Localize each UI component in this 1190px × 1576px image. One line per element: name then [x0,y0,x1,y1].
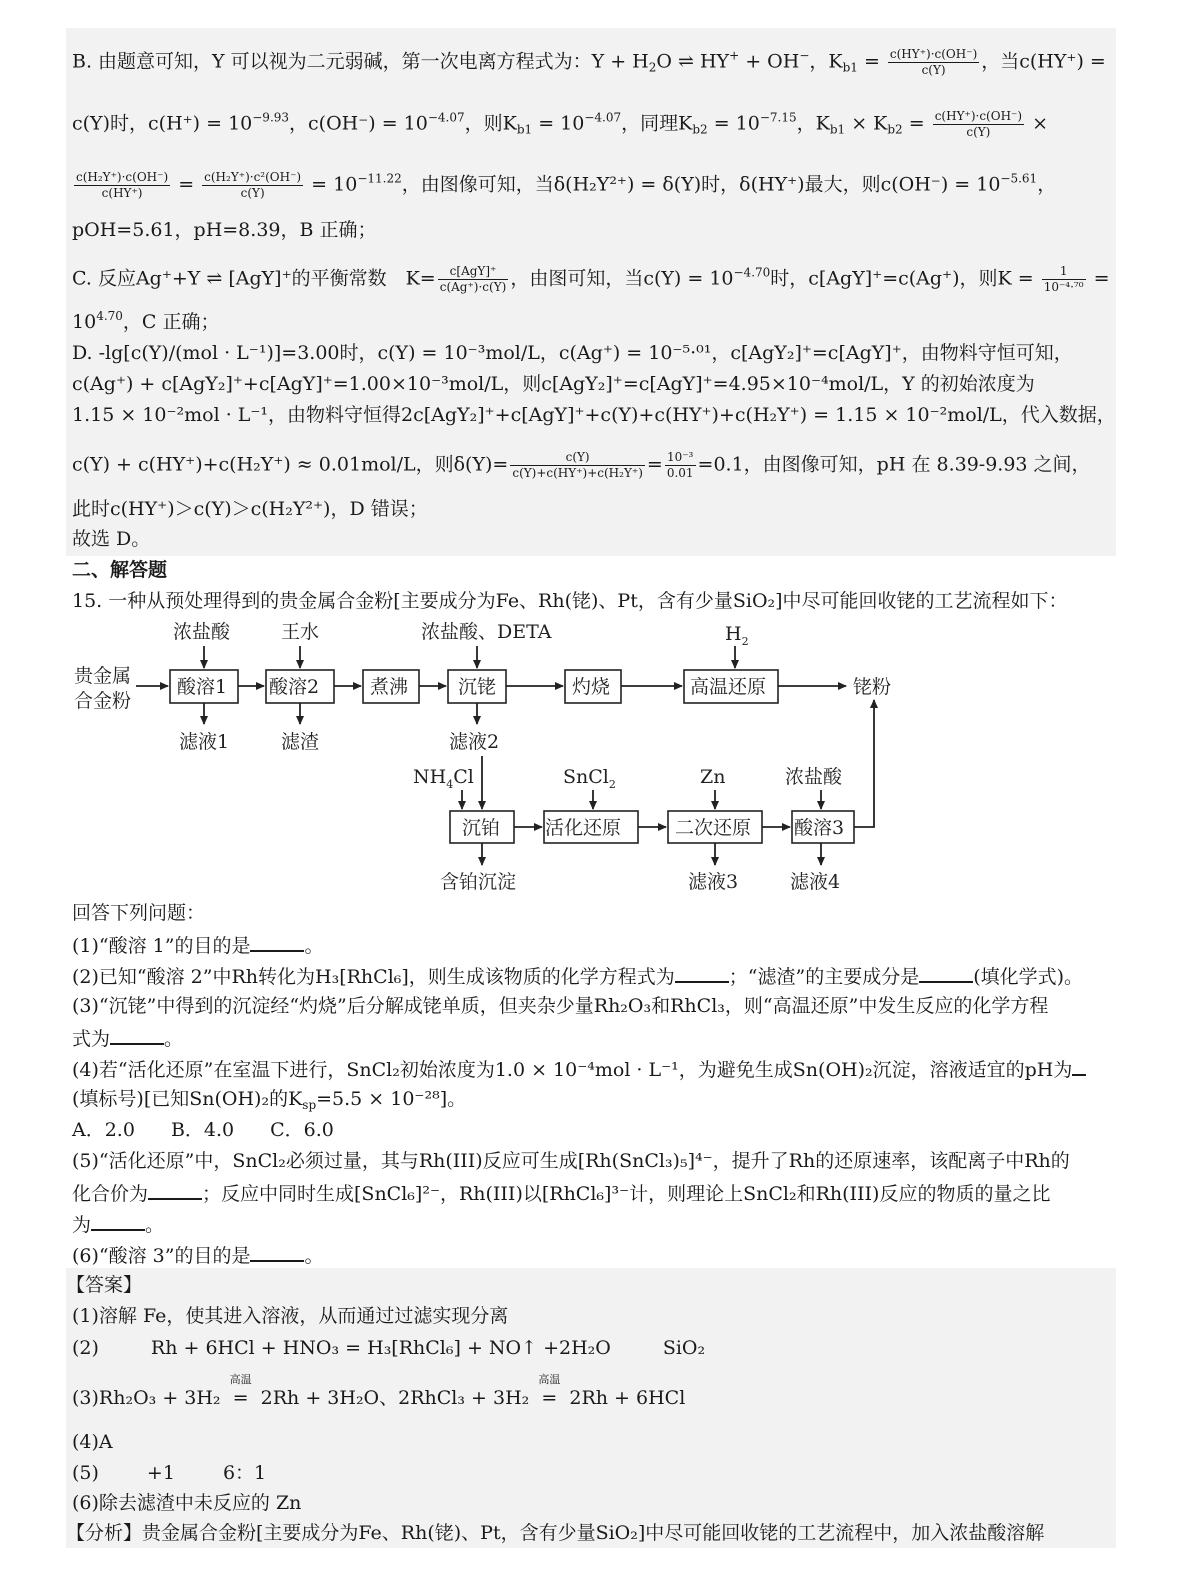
reagent-label-nh4cl: $NH_4Cl$ [413,766,474,791]
box-label: 二次还原 [675,817,752,839]
reagent-label-sncl2: SnCl$_2$ [563,766,616,791]
question-3: (3)“沉铑”中得到的沉淀经“灼烧”后分解成铑单质，但夹杂少量Rh₂O₃和RhCl₃，则“高温还原”中发生反应的化学方程 [72,995,1049,1017]
output-label: 含铂沉淀 [440,871,517,893]
answer-blank[interactable] [250,1242,304,1262]
reagent-label: 浓盐酸 [785,766,843,788]
flow-return-arrow [854,700,874,827]
flow-input-line1: 贵金属 [74,665,132,687]
analysis-intro: 【分析】贵金属合金粉[主要成分为Fe、Rh(铑)、Pt，含有少量SiO₂]中尽可能回收铑的工艺流程中，加入浓盐酸溶解 [66,1522,1045,1544]
output-label: 滤渣 [281,731,320,753]
kb1-fraction: $\frac{c(HY^+)\cdot c(OH^-)}{c(Y)}$ [889,47,978,77]
box-label: 煮沸 [370,676,409,698]
box-label: 酸溶2 [269,676,320,698]
output-label: 滤液4 [790,871,841,893]
output-label: 滤液1 [179,731,230,753]
question-2: (2)已知“酸溶 2”中Rh转化为H₃[RhCl₆]，则生成该物质的化学方程式为 ；“滤渣”的主要成分是 (填化学式)。 [72,963,1083,989]
question-6: (6)“酸溶 3”的目的是 。 [72,1242,323,1268]
analysis-line-d2: c(Ag⁺) + c[AgY₂]⁺+c[AgY]⁺=1.00×10⁻³mol/L，则c[AgY₂]⁺=c[AgY]⁺=4.95×10⁻⁴mol/L，Y 的初始浓度为 [72,373,1035,395]
analysis-line-kb: c(Y)时，$c(H^+) = 10^{-9.93}$，$c(OH^-) = 10^{-4.07}$，则$K_{b1} = 10^{-4.07}$，同理$K_{b2} = 10^{-7.15}$，$K_{b1} \times K_{b2}$ = $\frac{c(HY^+)\cdot c(OH^-)}{c(Y)}$ × [72,109,1049,139]
flow-product: 铑粉 [853,676,892,698]
kb-total-fraction: $\frac{\text{c(H₂Y⁺)·c²(OH⁻)}}{c(Y)}$ [204,170,302,200]
process-flowchart [0,612,1190,897]
option-a[interactable]: A．2.0 [72,1119,135,1141]
box-label: 酸溶3 [794,817,845,839]
answer-blank[interactable] [148,1180,202,1200]
question-5-end: 为 。 [72,1211,164,1237]
section-title: 二、解答题 [72,559,168,581]
analysis-line-c: C. 反应Ag⁺+Y ⇌ [AgY]⁺的平衡常数 K= $\frac{\text{c[AgY]⁺}}{c(Ag^+)\cdot c(Y)}$ ，由图可知，当$c(Y) = 10^{-4.70}$时，c[AgY]⁺=c(Ag⁺)，则K = $\frac{1}{\text{10⁻⁴·⁷⁰}}$ = [72,264,1110,294]
answer-blank[interactable] [675,963,729,983]
analysis-line-kb-result: $\frac{\text{c(H₂Y⁺)·c(OH⁻)}}{c(HY^+)}$ = $\frac{\text{c(H₂Y⁺)·c²(OH⁻)}}{c(Y)}$ = $10^{-11.22}$，由图像可知，当δ(H₂Y²⁺) = δ(Y)时，δ(HY⁺)最大，则$c(OH^-) = 10^{-5.61}$， [76,170,1057,200]
analysis-line-ph: pOH=5.61，pH=8.39，B 正确； [72,219,377,241]
answer-blank[interactable] [110,1025,164,1045]
k-fraction: $\frac{\text{c[AgY]⁺}}{c(Ag^+)\cdot c(Y)}$ [439,264,507,294]
answer-heading: 【答案】 [66,1274,143,1296]
question-4: (4)若“活化还原”在室温下进行，SnCl₂初始浓度为1.0 × 10⁻⁴mol · L⁻¹，为避免生成Sn(OH)₂沉淀，溶液适宜的pH为 [72,1056,1086,1082]
answer-blank[interactable] [1072,1056,1086,1076]
kb2-fraction: $\frac{\text{c(H₂Y⁺)·c(OH⁻)}}{c(HY^+)}$ [76,170,169,200]
answer-3: (3)Rh₂O₃ + 3H₂ 高温 = 2Rh + 3H₂O、2RhCl₃ + 3H₂ 高温 = 2Rh + 6HCl [72,1373,686,1409]
reagent-label: 王水 [281,621,320,643]
box-label: 沉铑 [458,676,497,698]
answer-4: (4)A [72,1431,113,1453]
question-4-options [72,1118,334,1142]
question-prompt: 回答下列问题： [72,902,206,924]
box-label: 灼烧 [572,676,611,698]
question-stem: 15. 一种从预处理得到的贵金属合金粉[主要成分为Fe、Rh(铑)、Pt，含有少量SiO₂]中尽可能回收铑的工艺流程如下： [72,590,1068,612]
box-label: 活化还原 [545,817,622,839]
box-label: 高温还原 [690,676,767,698]
answer-blank[interactable] [919,963,973,983]
answer-2: (2) Rh + 6HCl + HNO₃ = H₃[RhCl₆] + NO↑ +2H₂O SiO₂ [72,1337,706,1359]
reaction-condition: 高温 = [229,1373,252,1409]
option-b[interactable]: B．4.0 [170,1119,235,1141]
answer-blank[interactable] [91,1211,145,1231]
question-5: (5)“活化还原”中，SnCl₂必须过量，其与Rh(III)反应可生成[Rh(SnCl₃)₅]⁴⁻，提升了Rh的还原速率，该配离子中Rh的 [72,1150,1070,1172]
reagent-label-h2: $H_2$ [725,623,749,648]
analysis-line-choice: 故选 D。 [72,528,151,550]
reagent-label: 浓盐酸、DETA [421,621,552,643]
question-1: (1)“酸溶 1”的目的是 。 [72,932,323,958]
question-3-cont: 式为 。 [72,1025,183,1051]
answer-6: (6)除去滤渣中未反应的 Zn [72,1492,302,1514]
analysis-line-d1: D. -lg[c(Y)/(mol · L⁻¹)]=3.00时，c(Y) = 10⁻³mol/L，c(Ag⁺) = 10⁻⁵·⁰¹，c[AgY₂]⁺=c[AgY]⁺，由物料守恒可知， [72,342,1073,364]
box-label: 酸溶1 [177,676,228,698]
analysis-line-d4: c(Y) + c(HY⁺)+c(H₂Y⁺) ≈ 0.01mol/L，则δ(Y)= $\frac{c(Y)}{\text{c(Y)+c(HY⁺)+c(H₂Y⁺)}}$ = $\frac{\text{10⁻³}}{0.01}$ =0.1，由图像可知，pH 在 8.39-9.93 之间， [72,450,1091,480]
analysis-line-c-result: $10^{4.70}$，C 正确； [72,309,220,333]
option-c[interactable]: C．6.0 [270,1119,334,1141]
question-4-cont: (填标号)[已知Sn(OH)₂的$K_{sp}=5.5 \times 10^{-28}$]。 [72,1088,467,1112]
output-label: 滤液3 [688,871,739,893]
question-5-cont: 化合价为 ；反应中同时生成[SnCl₆]²⁻，Rh(III)以[RhCl₆]³⁻计，则理论上SnCl₂和Rh(III)反应的物质的量之比 [72,1180,1050,1206]
box-label: 沉铂 [462,817,501,839]
delta-value-fraction: $\frac{\text{10⁻³}}{0.01}$ [666,450,694,480]
answer-1: (1)溶解 Fe，使其进入溶液，从而通过过滤实现分离 [72,1305,509,1327]
analysis-line-b: B. 由题意可知，Y 可以视为二元弱碱，第一次电离方程式为：$Y + H_2O$ ⇌ HY+ + OH−，$K_{b1}$ = $\frac{c(HY^+)\cdot c(OH^-)}{c(Y)}$ ，当c(HY⁺) = [72,47,1106,77]
flow-input-line2: 合金粉 [74,690,132,712]
output-label: 滤液2 [449,731,500,753]
analysis-line-d5: 此时c(HY⁺)＞c(Y)＞c(H₂Y²⁺)，D 错误； [72,498,428,520]
analysis-line-d3: 1.15 × 10⁻²mol · L⁻¹，由物料守恒得2c[AgY₂]⁺+c[AgY]⁺+c(Y)+c(HY⁺)+c(H₂Y⁺) = 1.15 × 10⁻²mol/L，代入数据， [72,404,1116,426]
delta-fraction: $\frac{c(Y)}{\text{c(Y)+c(HY⁺)+c(H₂Y⁺)}}$ [512,450,643,480]
reaction-condition: 高温 = [538,1373,561,1409]
answer-5: (5) +1 6：1 [72,1462,267,1484]
reagent-label: Zn [700,766,726,788]
answer-blank[interactable] [250,932,304,952]
kb-product-fraction: $\frac{c(HY^+)\cdot c(OH^-)}{c(Y)}$ [934,109,1023,139]
reagent-label: 浓盐酸 [173,621,231,643]
k-value-fraction: $\frac{1}{\text{10⁻⁴·⁷⁰}}$ [1043,264,1084,294]
